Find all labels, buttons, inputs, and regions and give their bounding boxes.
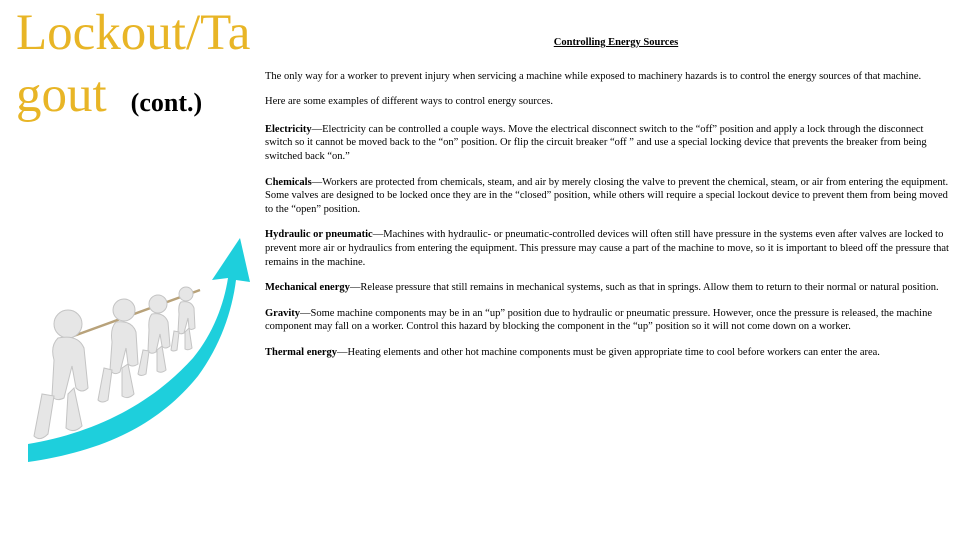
energy-description: —Workers are protected from chemicals, steam, and air by merely closing the valve to prevent the chemical, steam, or air from entering the equipment. Some valves are designed to be locked once they are in the “closed” position, while others will require a special lockout device to prevent them from being moved to the “open” position. xyxy=(265,176,949,215)
energy-description: —Heating elements and other hot machine components must be given appropriate time to cool before workers can enter the area. xyxy=(337,346,880,358)
energy-term: Hydraulic or pneumatic xyxy=(265,229,373,241)
intro-paragraph-2: Here are some examples of different ways to control energy sources. xyxy=(265,96,553,108)
figure-3 xyxy=(138,295,170,376)
energy-item-chemicals xyxy=(265,176,951,217)
title-line-2 xyxy=(16,64,266,134)
figure-2 xyxy=(98,299,138,402)
energy-term: Chemicals xyxy=(265,176,312,188)
section-heading: Controlling Energy Sources xyxy=(553,37,679,48)
energy-term: Mechanical energy xyxy=(265,282,350,294)
energy-term: Gravity xyxy=(265,307,300,319)
energy-term: Electricity xyxy=(265,123,312,135)
energy-description: —Machines with hydraulic- or pneumatic-controlled devices will often still have pressure in the systems even after valves are locked to prevent more air or hydraulics from entering the equipment. This pressure may cause a part of the machine to move, so it is important to bleed off the pressure that remains in the machine. xyxy=(265,229,949,268)
title-suffix: (cont.) xyxy=(130,88,203,117)
energy-description: —Some machine components may be in an “up” position due to hydraulic or pneumatic pressure. However, once the pressure is released, the machine component may fall on a worker. Control this hazard by blocking the component in the “up” position so it will not come down on a worker. xyxy=(265,307,933,333)
slide-content xyxy=(265,36,951,372)
figure-1 xyxy=(34,310,88,439)
energy-item-mechanical xyxy=(265,281,951,295)
energy-item-electricity xyxy=(265,123,951,164)
figure-4 xyxy=(171,287,195,351)
slide-title xyxy=(16,2,266,134)
energy-item-thermal xyxy=(265,346,951,360)
energy-term: Thermal energy xyxy=(265,346,338,358)
tug-of-war-illustration xyxy=(28,238,250,462)
energy-description: —Electricity can be controlled a couple ways. Move the electrical disconnect switch to the “off” position and apply a lock through the disconnect switch so it cannot be moved back to the “on” position. Or flip the circuit breaker “off ” and use a special locking device that prevents the breaker from being switched back “on.” xyxy=(265,123,927,162)
title-line-1: Lockout/Ta xyxy=(16,5,251,61)
energy-item-hydraulic xyxy=(265,228,951,269)
energy-description: —Release pressure that still remains in mechanical systems, such as that in springs. Allow them to return to their normal or natural position. xyxy=(349,282,939,294)
intro-paragraph: The only way for a worker to prevent injury when servicing a machine while exposed to machinery hazards is to control the energy sources of that machine. xyxy=(265,70,922,82)
energy-item-gravity xyxy=(265,307,951,334)
title-word: gout xyxy=(16,67,107,123)
